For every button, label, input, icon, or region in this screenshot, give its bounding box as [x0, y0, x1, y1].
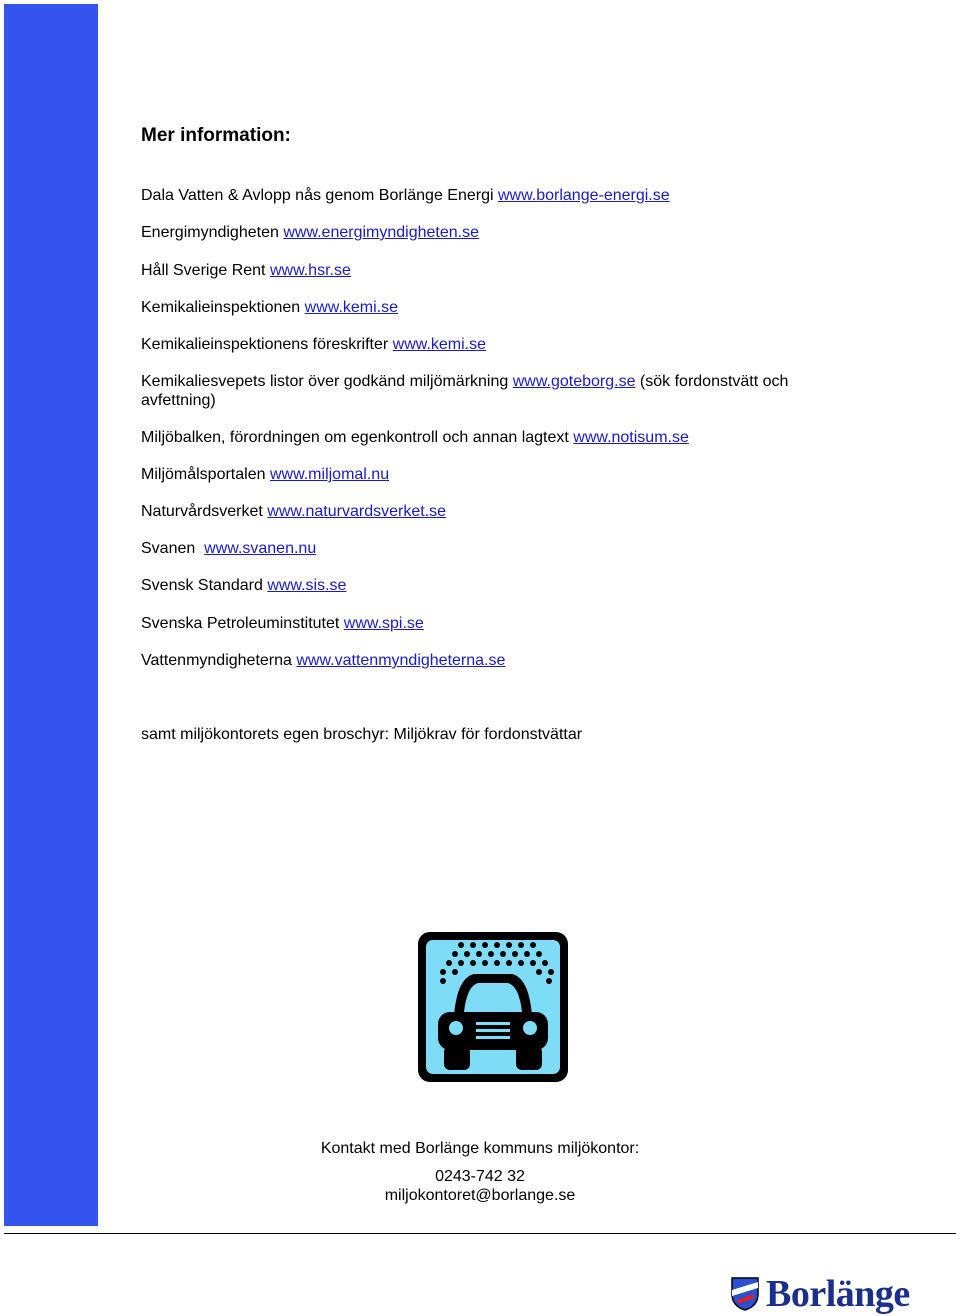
list-item: Miljömålsportalen www.miljomal.nu: [141, 466, 390, 483]
contact-heading: Kontakt med Borlänge kommuns miljökontor:: [320, 1140, 640, 1157]
list-item: Kemikalieinspektionens föreskrifter www.kemi.se: [141, 336, 487, 353]
link[interactable]: www.kemi.se: [392, 336, 487, 353]
link[interactable]: www.notisum.se: [573, 429, 689, 446]
logo-text: Borlänge: [766, 1273, 910, 1315]
car-wash-icon: [414, 928, 572, 1086]
list-item: Kemikaliesvepets listor över godkänd miljömärkning www.goteborg.se (sök fordonstvätt och avfettning): [141, 373, 789, 409]
list-item: Håll Sverige Rent www.hsr.se: [141, 262, 351, 279]
link[interactable]: www.vattenmyndigheterna.se: [296, 652, 506, 669]
list-item: Naturvårdsverket www.naturvardsverket.se: [141, 503, 447, 520]
link[interactable]: www.kemi.se: [304, 299, 399, 316]
contact-email: miljokontoret@borlange.se: [384, 1187, 576, 1204]
sidebar-band: [4, 4, 98, 1226]
coat-of-arms-icon: [730, 1276, 760, 1312]
divider: [4, 1233, 956, 1234]
list-item: Svenska Petroleuminstitutet www.spi.se: [141, 615, 424, 632]
page-title: Mer information:: [141, 125, 291, 146]
link[interactable]: www.borlange-energi.se: [497, 187, 670, 204]
link[interactable]: www.spi.se: [343, 615, 424, 632]
link[interactable]: www.hsr.se: [269, 262, 351, 279]
link[interactable]: www.miljomal.nu: [269, 466, 390, 483]
borlange-logo: [730, 1272, 910, 1316]
list-item: Svensk Standard www.sis.se: [141, 577, 347, 594]
brochure-text: samt miljökontorets egen broschyr: Miljökrav för fordonstvättar: [141, 726, 583, 743]
list-item: Svanen www.svanen.nu: [141, 540, 317, 557]
list-item: Miljöbalken, förordningen om egenkontroll och annan lagtext www.notisum.se: [141, 429, 689, 446]
list-item: Energimyndigheten www.energimyndigheten.se: [141, 224, 479, 241]
list-item: Kemikalieinspektionen www.kemi.se: [141, 299, 399, 316]
link[interactable]: www.svanen.nu: [204, 540, 317, 557]
link[interactable]: www.goteborg.se: [512, 373, 636, 390]
list-item: Dala Vatten & Avlopp nås genom Borlänge Energi www.borlange-energi.se: [141, 187, 670, 204]
list-item: Vattenmyndigheterna www.vattenmyndigheterna.se: [141, 652, 506, 669]
contact-phone: 0243-742 32: [435, 1168, 525, 1185]
link[interactable]: www.naturvardsverket.se: [267, 503, 447, 520]
link[interactable]: www.energimyndigheten.se: [283, 224, 479, 241]
link[interactable]: www.sis.se: [267, 577, 347, 594]
